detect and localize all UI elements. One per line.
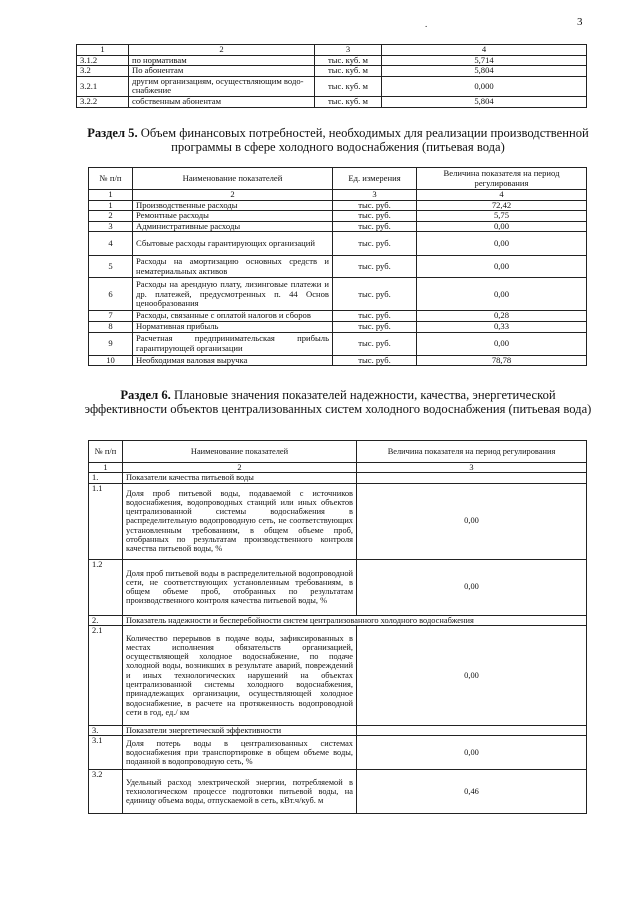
page-mark: .	[425, 19, 428, 29]
row-name: Ремонтные расходы	[133, 211, 333, 222]
row-name: Расходы, связанные с оплатой налогов и сборов	[133, 311, 333, 322]
col-number: 2	[129, 45, 315, 56]
col-number: 4	[417, 190, 587, 201]
section5-label: Раздел 5.	[87, 126, 138, 140]
col-header-number: № п/п	[89, 168, 133, 190]
financial-needs-table	[88, 167, 587, 366]
row-value: 0,00	[357, 483, 587, 559]
row-value: 78,78	[417, 355, 587, 366]
row-name: Расчетная предпринимательская прибыль гарантирующей организации	[133, 332, 333, 355]
row-name: Необходимая валовая выручка	[133, 355, 333, 366]
row-unit: тыс. руб.	[333, 311, 417, 322]
group-number: 3.	[89, 725, 123, 735]
table-header-row	[89, 441, 587, 463]
row-number: 3.1	[89, 736, 123, 770]
row-value: 0,33	[417, 321, 587, 332]
row-value: 5,804	[382, 66, 587, 77]
row-name: Доля проб питьевой воды, подаваемой с источников водоснабжения, водопроводных станций или иных объектов централизованной системы водоснабжения в распределительную водопроводную сеть, не соответствующих установленным требованиям, в общем объеме проб, отобранных по результатам производственного контроля качества питьевой воды, %	[123, 483, 357, 559]
row-name: Административные расходы	[133, 221, 333, 232]
row-name: по нормативам	[129, 55, 315, 66]
table-row	[77, 66, 587, 77]
col-number: 1	[77, 45, 129, 56]
col-header-name: Наименование показателей	[123, 441, 357, 463]
col-header-unit: Ед. измерения	[333, 168, 417, 190]
table-number-row	[89, 463, 587, 473]
table-row	[89, 211, 587, 222]
row-number: 6	[89, 278, 133, 311]
row-value: 0,00	[417, 232, 587, 256]
row-number: 10	[89, 355, 133, 366]
row-name: собственным абонентам	[129, 96, 315, 107]
col-number: 1	[89, 190, 133, 201]
row-value: 0,00	[357, 559, 587, 615]
row-code: 3.2	[77, 66, 129, 77]
table-row	[89, 355, 587, 366]
section6-heading	[82, 388, 594, 416]
row-number: 2	[89, 211, 133, 222]
group-row	[89, 615, 587, 625]
row-value: 5,75	[417, 211, 587, 222]
row-unit: тыс. куб. м	[315, 76, 382, 96]
row-number: 8	[89, 321, 133, 332]
section6-label: Раздел 6.	[120, 388, 171, 402]
row-value: 0,46	[357, 770, 587, 814]
table-row	[89, 200, 587, 211]
row-name: Доля проб питьевой воды в распределительной водопроводной сети, не соответствующих установленным требованиям, в общем объеме проб, отобранных по результатам производственного контроля качества питьевой воды, %	[123, 559, 357, 615]
row-name: Сбытовые расходы гарантирующих организаций	[133, 232, 333, 256]
row-unit: тыс. руб.	[333, 232, 417, 256]
row-number: 1	[89, 200, 133, 211]
row-number: 3	[89, 221, 133, 232]
table-header-row	[89, 168, 587, 190]
table-row	[89, 221, 587, 232]
row-number: 7	[89, 311, 133, 322]
row-unit: тыс. руб.	[333, 256, 417, 278]
row-name: Удельный расход электрической энергии, потребляемой в технологическом процессе подготовки питьевой воды, на единицу объема воды, отпускаемой в сеть, кВт.ч/куб. м	[123, 770, 357, 814]
row-value: 0,00	[357, 625, 587, 725]
col-number: 3	[333, 190, 417, 201]
row-number: 1.2	[89, 559, 123, 615]
row-value: 5,714	[382, 55, 587, 66]
page-number: 3	[577, 16, 583, 28]
row-value: 0,00	[417, 221, 587, 232]
row-unit: тыс. руб.	[333, 211, 417, 222]
col-number: 1	[89, 463, 123, 473]
table-row	[89, 332, 587, 355]
table-row	[77, 55, 587, 66]
row-name: другим организациям, осуществляющим водо-снабжение	[129, 76, 315, 96]
table-row	[89, 232, 587, 256]
volume-table	[76, 44, 587, 108]
row-value: 5,804	[382, 96, 587, 107]
row-number: 5	[89, 256, 133, 278]
row-number: 4	[89, 232, 133, 256]
group-number: 2.	[89, 615, 123, 625]
row-value: 72,42	[417, 200, 587, 211]
row-name: Количество перерывов в подаче воды, зафиксированных в местах исполнения обязательств организацией, осуществляющей холодное водоснабжение, по подаче холодной воды, возникших в результате аварий, повреждений и иных технологических нарушений на объектах централизованной системы холодного водоснабжения, принадлежащих организации, осуществляющей холодное водоснабжение, в расчете на протяженность водопроводной сети в год, ед./ км	[123, 625, 357, 725]
row-unit: тыс. руб.	[333, 221, 417, 232]
group-name: Показатели энергетической эффективности	[123, 725, 357, 735]
table-row	[89, 483, 587, 559]
row-name: Доля потерь воды в централизованных системах водоснабжения при транспортировке в общем объеме воды, поданной в водопроводную сеть, %	[123, 736, 357, 770]
row-value: 0,00	[417, 332, 587, 355]
section5-title: Объем финансовых потребностей, необходимых для реализации производственной программы в сфере холодного водоснабжения (питьевая вода)	[140, 126, 589, 154]
row-code: 3.2.2	[77, 96, 129, 107]
table-row	[77, 76, 587, 96]
col-header-name: Наименование показателей	[133, 168, 333, 190]
col-number: 3	[357, 463, 587, 473]
row-value: 0,00	[417, 256, 587, 278]
section5-heading	[78, 126, 598, 154]
group-name: Показатель надежности и бесперебойности систем централизованного холодного водоснабжения	[123, 615, 587, 625]
row-number: 9	[89, 332, 133, 355]
group-number: 1.	[89, 473, 123, 483]
table-row	[89, 311, 587, 322]
table-row	[89, 770, 587, 814]
row-name: Расходы на арендную плату, лизинговые платежи и др. платежей, предусмотренных п. 44 Основ ценообразования	[133, 278, 333, 311]
col-header-number: № п/п	[89, 441, 123, 463]
table-header-row	[77, 45, 587, 56]
row-number: 1.1	[89, 483, 123, 559]
row-unit: тыс. куб. м	[315, 55, 382, 66]
row-unit: тыс. руб.	[333, 278, 417, 311]
table-row	[77, 96, 587, 107]
row-unit: тыс. руб.	[333, 355, 417, 366]
table-row	[89, 321, 587, 332]
group-row	[89, 725, 587, 735]
row-unit: тыс. руб.	[333, 200, 417, 211]
row-code: 3.2.1	[77, 76, 129, 96]
row-name: Нормативная прибыль	[133, 321, 333, 332]
col-number: 2	[123, 463, 357, 473]
row-number: 2.1	[89, 625, 123, 725]
row-unit: тыс. куб. м	[315, 96, 382, 107]
col-number: 2	[133, 190, 333, 201]
col-number: 4	[382, 45, 587, 56]
table-row	[89, 625, 587, 725]
table-row	[89, 278, 587, 311]
row-code: 3.1.2	[77, 55, 129, 66]
row-value: 0,28	[417, 311, 587, 322]
section6-title: Плановые значения показателей надежности, качества, энергетической эффективности объектов централизованных систем холодного водоснабжения (питьевая вода)	[84, 388, 592, 416]
table-row	[89, 559, 587, 615]
row-unit: тыс. руб.	[333, 321, 417, 332]
group-name: Показатели качества питьевой воды	[123, 473, 357, 483]
row-value: 0,000	[382, 76, 587, 96]
col-number: 3	[315, 45, 382, 56]
row-unit: тыс. руб.	[333, 332, 417, 355]
table-row	[89, 256, 587, 278]
row-name: Расходы на амортизацию основных средств и нематериальных активов	[133, 256, 333, 278]
row-name: Производственные расходы	[133, 200, 333, 211]
row-value: 0,00	[417, 278, 587, 311]
table-row	[89, 736, 587, 770]
row-name: По абонентам	[129, 66, 315, 77]
col-header-value: Величина показателя на период регулирования	[357, 441, 587, 463]
row-number: 3.2	[89, 770, 123, 814]
group-row	[89, 473, 587, 483]
col-header-value: Величина показателя на период регулирования	[417, 168, 587, 190]
row-value: 0,00	[357, 736, 587, 770]
table-number-row	[89, 190, 587, 201]
row-unit: тыс. куб. м	[315, 66, 382, 77]
reliability-indicators-table	[88, 440, 587, 814]
